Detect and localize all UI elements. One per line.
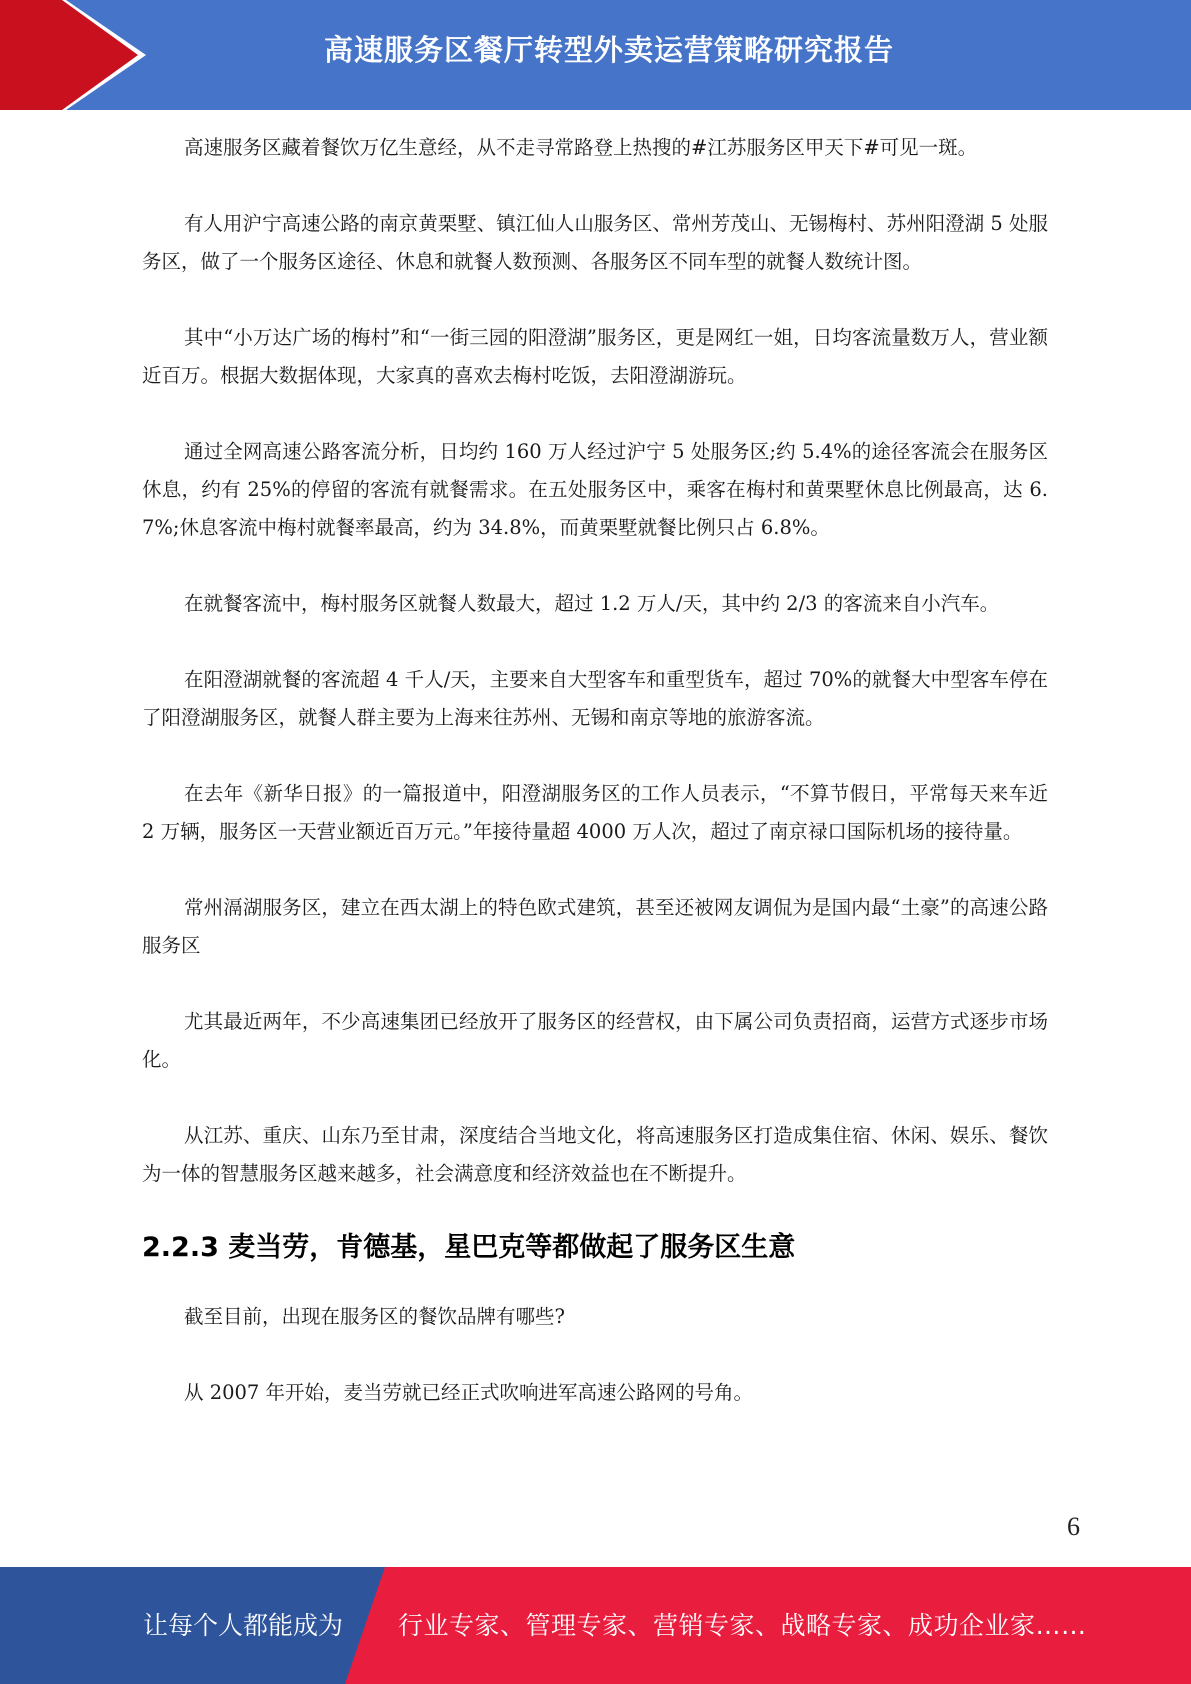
paragraph: 在阳澄湖就餐的客流超 4 千人/天，主要来自大型客车和重型货车，超过 70%的就餐大中型客车停在了阳澄湖服务区，就餐人群主要为上海来往苏州、无锡和南京等地的旅游客流。: [142, 668, 1048, 729]
paragraph: 在去年《新华日报》的一篇报道中，阳澄湖服务区的工作人员表示，“不算节假日，平常每天来车近 2 万辆，服务区一天营业额近百万元。”年接待量超 4000 万人次，超过了南京禄口国际机场的接待量。: [142, 782, 1048, 843]
section-heading: 2.2.3 麦当劳，肯德基，星巴克等都做起了服务区生意: [142, 1232, 796, 1263]
report-title: 高速服务区餐厅转型外卖运营策略研究报告: [323, 33, 894, 67]
paragraph: 有人用沪宁高速公路的南京黄栗墅、镇江仙人山服务区、常州芳茂山、无锡梅村、苏州阳澄湖 5 处服务区，做了一个服务区途径、休息和就餐人数预测、各服务区不同车型的就餐人数统计图。: [142, 212, 1048, 273]
paragraph: 截至目前，出现在服务区的餐饮品牌有哪些?: [184, 1305, 565, 1328]
paragraph: 高速服务区藏着餐饮万亿生意经，从不走寻常路登上热搜的#江苏服务区甲天下#可见一斑。: [184, 136, 978, 159]
footer-slogan-lead: 让每个人都能成为: [143, 1611, 344, 1640]
paragraph: 通过全网高速公路客流分析，日均约 160 万人经过沪宁 5 处服务区;约 5.4%的途径客流会在服务区休息，约有 25%的停留的客流有就餐需求。在五处服务区中，乘客在梅村和黄栗墅休息比例最高，达 6.7%;休息客流中梅村就餐率最高，约为 34.8%，而黄栗墅就餐比例只占 6.8%。: [142, 440, 1048, 539]
paragraph: 从 2007 年开始，麦当劳就已经正式吹响进军高速公路网的号角。: [184, 1381, 754, 1404]
page-footer: [0, 1567, 1191, 1684]
footer-slogan-roles: 行业专家、管理专家、营销专家、战略专家、成功企业家……: [398, 1611, 1087, 1640]
article-body: [142, 129, 1048, 1450]
paragraph: 尤其最近两年，不少高速集团已经放开了服务区的经营权，由下属公司负责招商，运营方式逐步市场化。: [142, 1010, 1048, 1071]
paragraph: 常州滆湖服务区，建立在西太湖上的特色欧式建筑，甚至还被网友调侃为是国内最“土豪”的高速公路服务区: [142, 896, 1048, 957]
paragraph: 其中“小万达广场的梅村”和“一街三园的阳澄湖”服务区，更是网红一姐，日均客流量数万人，营业额近百万。根据大数据体现，大家真的喜欢去梅村吃饭，去阳澄湖游玩。: [142, 326, 1048, 387]
paragraph: 在就餐客流中，梅村服务区就餐人数最大，超过 1.2 万人/天，其中约 2/3 的客流来自小汽车。: [184, 592, 1000, 615]
page-header: [0, 0, 1191, 110]
page-number: 6: [1067, 1512, 1080, 1541]
paragraph: 从江苏、重庆、山东乃至甘肃，深度结合当地文化，将高速服务区打造成集住宿、休闲、娱乐、餐饮为一体的智慧服务区越来越多，社会满意度和经济效益也在不断提升。: [142, 1124, 1048, 1185]
